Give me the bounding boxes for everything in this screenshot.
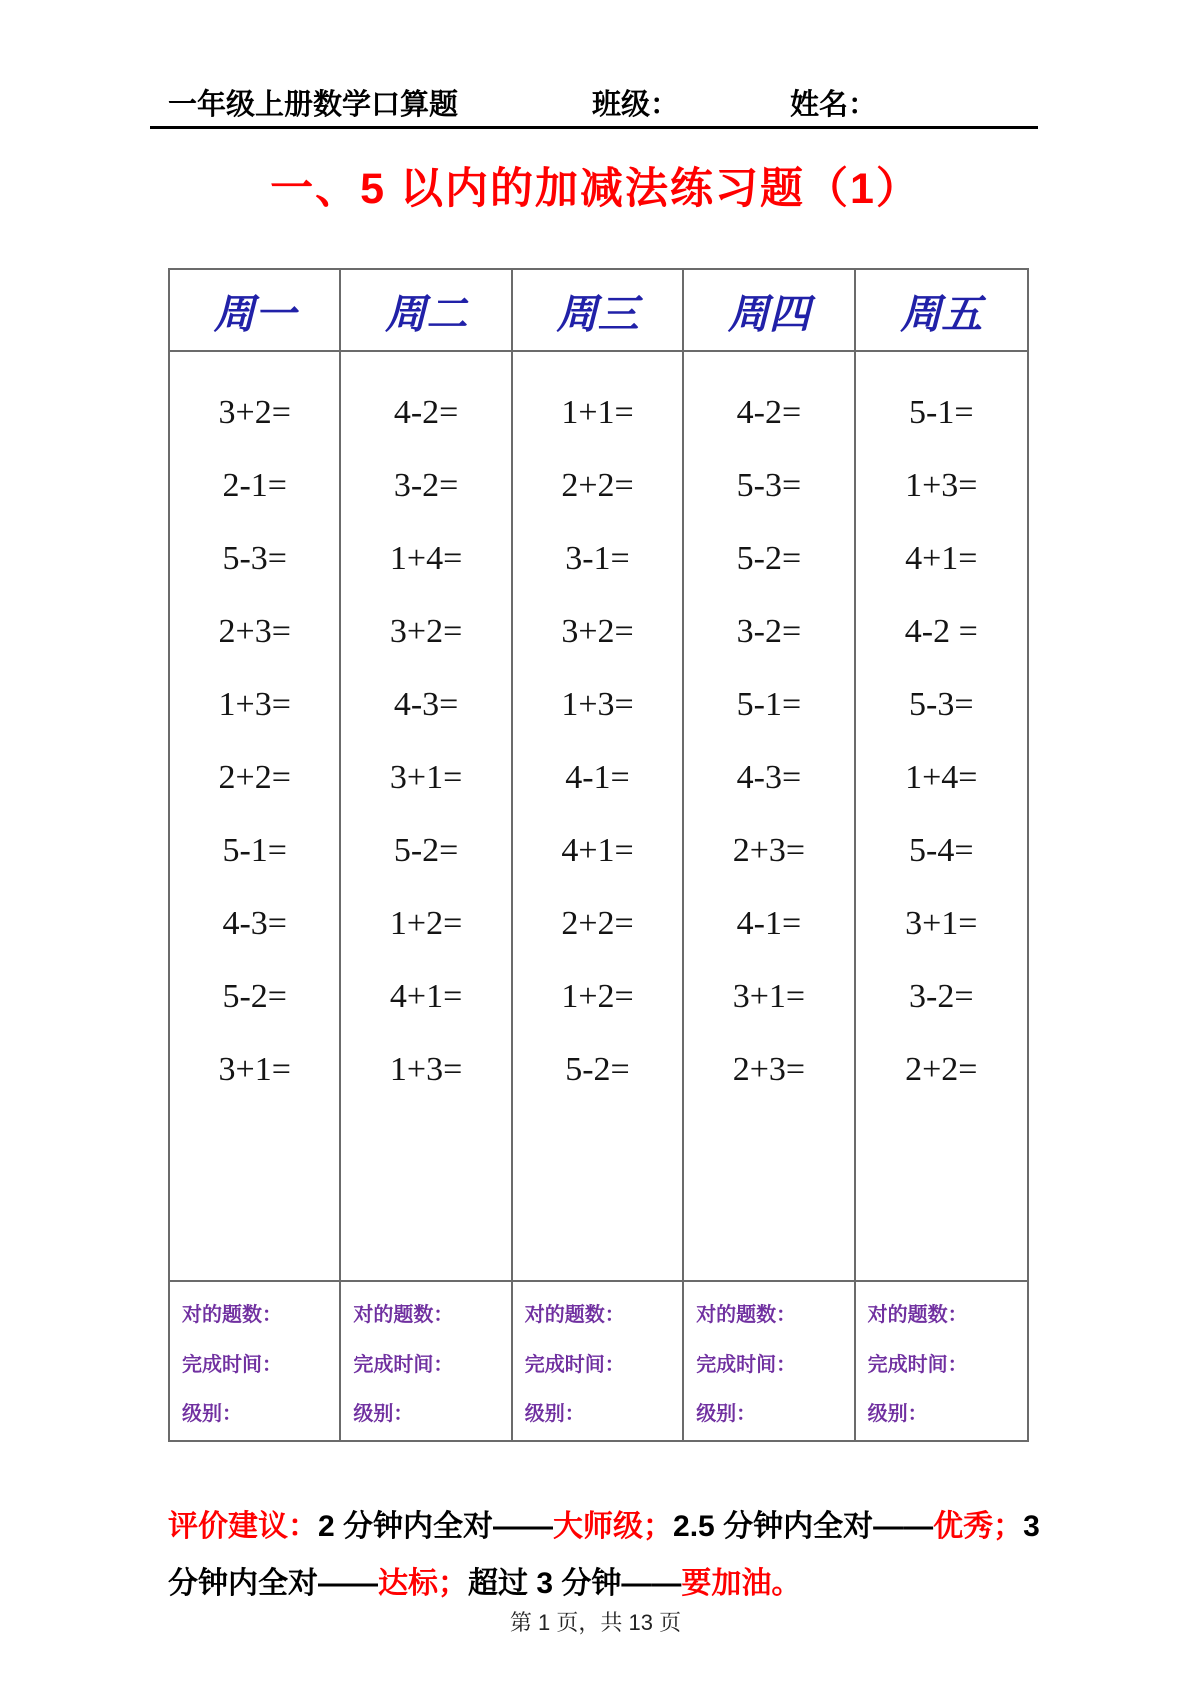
problems-tuesday — [341, 350, 510, 1280]
stats-thursday — [684, 1280, 853, 1440]
problem: 2+2= — [218, 759, 291, 796]
column-thursday — [684, 270, 855, 1440]
correct-count-label: 对的题数： — [867, 1304, 968, 1326]
day-header-wednesday: 周三 — [556, 289, 639, 338]
level-label: 级别： — [696, 1403, 757, 1425]
page-number: 第 1 页，共 13 页 — [509, 1610, 682, 1635]
problem: 4-3= — [222, 905, 287, 942]
evaluation-line-2: 分钟内全对——达标；超过 3 分钟——要加油。 — [168, 1567, 802, 1600]
problem: 2+2= — [561, 905, 634, 942]
problem: 3+2= — [389, 613, 463, 650]
problem: 4-1= — [736, 905, 802, 942]
problem: 4+1= — [905, 540, 978, 577]
problem: 4-2= — [393, 394, 459, 431]
evaluation-line-1: 评价建议：2 分钟内全对——大师级；2.5 分钟内全对——优秀；3 — [168, 1510, 1040, 1543]
problem: 5-2= — [565, 1051, 630, 1088]
day-header-monday: 周一 — [213, 289, 296, 338]
correct-count-label: 对的题数： — [182, 1304, 282, 1326]
problem: 5-1= — [222, 832, 287, 869]
finish-time-label: 完成时间： — [182, 1353, 282, 1376]
finish-time-label: 完成时间： — [524, 1353, 625, 1376]
problem: 5-4= — [909, 832, 974, 869]
problem: 5-3= — [222, 540, 287, 577]
problem: 2+2= — [561, 467, 634, 504]
problem: 4+1= — [389, 978, 463, 1015]
problem: 5-2= — [222, 978, 287, 1015]
problem: 2+3= — [732, 1051, 806, 1088]
problem: 2+3= — [732, 832, 806, 869]
correct-count-label: 对的题数： — [524, 1304, 625, 1326]
column-friday — [856, 270, 1027, 1440]
problem: 3+2= — [218, 394, 291, 431]
stats-tuesday — [341, 1280, 510, 1440]
problem: 3-1= — [565, 540, 630, 577]
problem: 3-2= — [736, 613, 802, 650]
level-label: 级别： — [524, 1403, 585, 1425]
column-wednesday — [513, 270, 684, 1440]
problem: 1+3= — [561, 686, 634, 723]
worksheet-table — [168, 268, 1029, 1442]
problem: 4-2 = — [904, 613, 978, 650]
problem: 2+3= — [218, 613, 291, 650]
level-label: 级别： — [867, 1403, 928, 1425]
day-header-friday: 周五 — [900, 289, 983, 338]
problem: 5-1= — [909, 394, 974, 431]
problem: 3-2= — [909, 978, 974, 1015]
problem: 3+1= — [389, 759, 463, 796]
day-header-tuesday: 周二 — [385, 289, 468, 338]
problem: 3-2= — [393, 467, 459, 504]
doc-title: 一年级上册数学口算题 — [168, 89, 459, 121]
problem: 2-1= — [222, 467, 287, 504]
correct-count-label: 对的题数： — [696, 1304, 797, 1326]
problem: 1+2= — [389, 905, 463, 942]
level-label: 级别： — [353, 1403, 414, 1425]
problem: 2+2= — [905, 1051, 978, 1088]
problem: 5-1= — [736, 686, 802, 723]
problem: 4+1= — [561, 832, 634, 869]
problem: 1+3= — [218, 686, 291, 723]
finish-time-label: 完成时间： — [867, 1353, 968, 1376]
header-rule — [150, 126, 1038, 129]
stats-friday — [856, 1280, 1027, 1440]
problem: 1+4= — [389, 540, 463, 577]
evaluation-heading: 评价建议： — [168, 1510, 318, 1543]
problems-monday — [170, 350, 339, 1280]
problem: 4-1= — [565, 759, 630, 796]
stats-monday — [170, 1280, 339, 1440]
problem: 3+2= — [561, 613, 634, 650]
problem: 5-3= — [736, 467, 802, 504]
sheet-title: 一、5 以内的加减法练习题（1） — [270, 165, 921, 213]
problem: 4-3= — [736, 759, 802, 796]
column-tuesday — [341, 270, 512, 1440]
correct-count-label: 对的题数： — [353, 1304, 454, 1326]
problem: 1+3= — [905, 467, 978, 504]
problem: 4-3= — [393, 686, 459, 723]
level-label: 级别： — [182, 1403, 242, 1425]
problems-wednesday — [513, 350, 682, 1280]
day-header-thursday: 周四 — [727, 289, 810, 338]
problem: 3+1= — [732, 978, 806, 1015]
problem: 5-2= — [393, 832, 459, 869]
evaluation-note — [168, 1498, 1068, 1612]
doc-header — [0, 82, 1191, 122]
finish-time-label: 完成时间： — [353, 1353, 454, 1376]
problem: 5-2= — [736, 540, 802, 577]
name-label: 姓名： — [790, 89, 878, 121]
problem: 1+4= — [905, 759, 978, 796]
problem: 5-3= — [909, 686, 974, 723]
finish-time-label: 完成时间： — [696, 1353, 797, 1376]
problem: 3+1= — [905, 905, 978, 942]
problems-friday — [856, 350, 1027, 1280]
problem: 1+3= — [389, 1051, 463, 1088]
problem: 1+1= — [561, 394, 634, 431]
stats-wednesday — [513, 1280, 682, 1440]
class-label: 班级： — [592, 89, 680, 121]
column-monday — [170, 270, 341, 1440]
problem: 4-2= — [736, 394, 802, 431]
problems-thursday — [684, 350, 853, 1280]
problem: 3+1= — [218, 1051, 291, 1088]
problem: 1+2= — [561, 978, 634, 1015]
